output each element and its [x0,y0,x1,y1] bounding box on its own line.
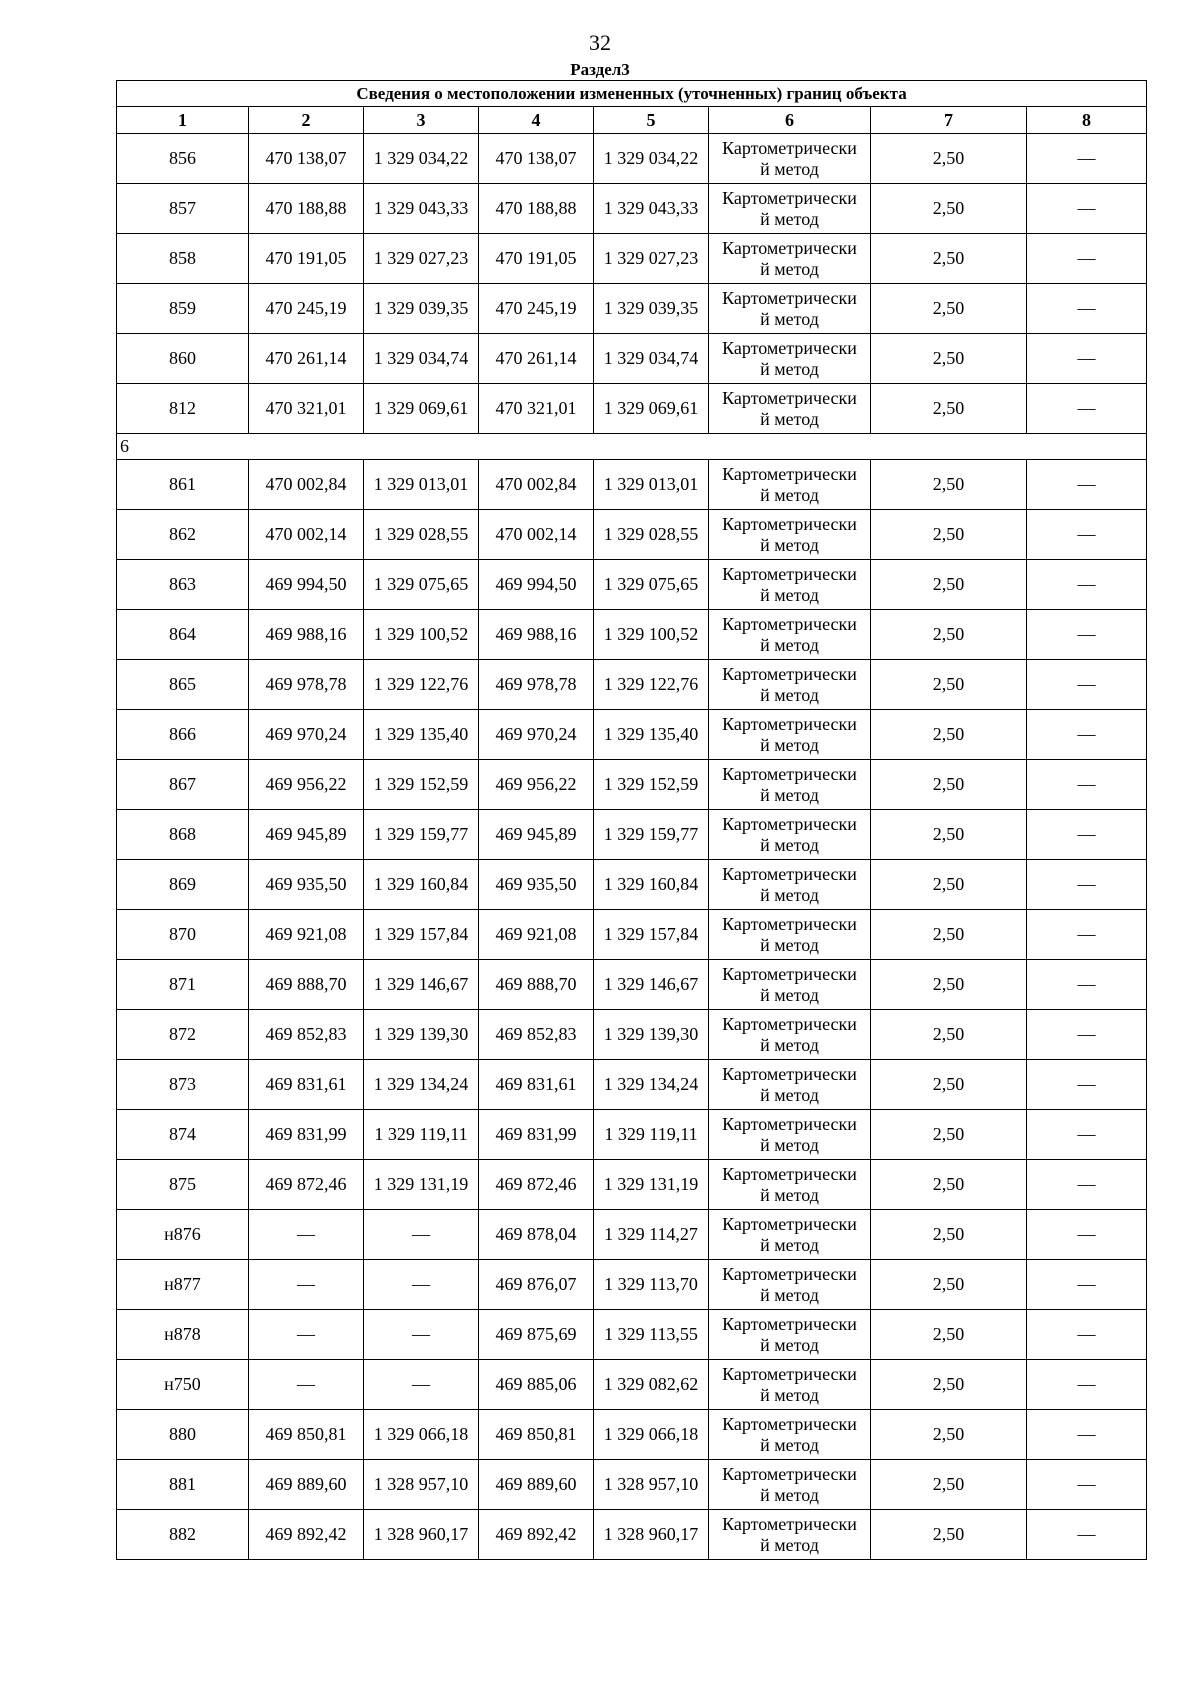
table-row [117,810,1147,860]
method-cell: Картометрически й метод [709,1310,871,1360]
table-cell: 1 329 043,33 [594,184,709,234]
table-cell: 1 329 160,84 [364,860,479,910]
table-cell: 470 245,19 [249,284,364,334]
table-cell: 1 329 122,76 [594,660,709,710]
method-cell: Картометрически й метод [709,760,871,810]
table-cell: 470 191,05 [249,234,364,284]
table-cell: 1 329 028,55 [364,510,479,560]
table-cell: 1 329 082,62 [594,1360,709,1410]
table-cell: 863 [117,560,249,610]
table-cell: 861 [117,460,249,510]
table-cell: 1 329 069,61 [364,384,479,434]
table-cell: 469 892,42 [479,1510,594,1560]
table-cell: 1 329 034,22 [594,134,709,184]
table-row [117,1310,1147,1360]
table-cell: 2,50 [871,184,1027,234]
table-cell: — [1027,1360,1147,1410]
table-cell: 469 889,60 [249,1460,364,1510]
table-cell: 875 [117,1160,249,1210]
table-cell: 868 [117,810,249,860]
table-cell: 469 945,89 [249,810,364,860]
table-cell: — [1027,960,1147,1010]
table-cell: 1 329 043,33 [364,184,479,234]
table-cell: 2,50 [871,384,1027,434]
method-cell: Картометрически й метод [709,1460,871,1510]
method-cell: Картометрически й метод [709,510,871,560]
table-cell: 469 956,22 [249,760,364,810]
table-cell: 1 329 159,77 [364,810,479,860]
table-cell: 1 329 034,74 [364,334,479,384]
table-cell: 1 329 028,55 [594,510,709,560]
table-cell: — [1027,860,1147,910]
table-cell: 2,50 [871,1110,1027,1160]
table-cell: 1 328 957,10 [594,1460,709,1510]
table-cell: 2,50 [871,234,1027,284]
table-cell: 469 956,22 [479,760,594,810]
table-cell: 469 889,60 [479,1460,594,1510]
table-cell: 469 970,24 [479,710,594,760]
table-cell: 469 994,50 [249,560,364,610]
table-cell: 1 328 960,17 [594,1510,709,1560]
table-row [117,460,1147,510]
table-cell: 469 852,83 [479,1010,594,1060]
table-cell: 470 002,84 [249,460,364,510]
table-cell: н876 [117,1210,249,1260]
method-cell: Картометрически й метод [709,1210,871,1260]
method-cell: Картометрически й метод [709,1110,871,1160]
column-number: 4 [479,107,594,134]
table-cell: 2,50 [871,1010,1027,1060]
table-cell: 470 002,14 [479,510,594,560]
table-row [117,860,1147,910]
table-row [117,510,1147,560]
table-cell: 1 329 039,35 [364,284,479,334]
table-row [117,1460,1147,1510]
table-cell: — [1027,760,1147,810]
table-cell: 2,50 [871,134,1027,184]
table-cell: 1 329 122,76 [364,660,479,710]
table-cell: 1 328 960,17 [364,1510,479,1560]
table-cell: — [1027,1160,1147,1210]
column-number: 5 [594,107,709,134]
method-cell: Картометрически й метод [709,810,871,860]
table-cell: 874 [117,1110,249,1160]
column-number-row [117,107,1147,134]
table-cell: 1 329 066,18 [364,1410,479,1460]
method-cell: Картометрически й метод [709,1510,871,1560]
table-cell: 2,50 [871,1460,1027,1510]
table-cell: — [1027,1460,1147,1510]
method-cell: Картометрически й метод [709,1010,871,1060]
table-cell: 1 329 113,70 [594,1260,709,1310]
method-cell: Картометрически й метод [709,960,871,1010]
table-cell: 469 888,70 [249,960,364,1010]
table-cell: 470 138,07 [249,134,364,184]
table-cell: 860 [117,334,249,384]
table-cell: 1 329 013,01 [364,460,479,510]
table-cell: — [1027,384,1147,434]
table-row [117,1510,1147,1560]
table-cell: — [1027,1060,1147,1110]
table-cell: — [1027,134,1147,184]
table-row [117,134,1147,184]
method-cell: Картометрически й метод [709,234,871,284]
table-title-row [117,81,1147,107]
table-cell: — [249,1310,364,1360]
table-cell: 1 329 034,74 [594,334,709,384]
table-cell: — [1027,234,1147,284]
table-cell: 470 002,84 [479,460,594,510]
table-cell: 1 329 100,52 [364,610,479,660]
table-cell: — [249,1210,364,1260]
table-cell: 1 329 013,01 [594,460,709,510]
table-cell: 469 945,89 [479,810,594,860]
table-cell: 2,50 [871,810,1027,860]
table-cell: 882 [117,1510,249,1560]
table-cell: 1 329 157,84 [364,910,479,960]
column-number: 6 [709,107,871,134]
table-cell: 469 885,06 [479,1360,594,1410]
table-cell: 1 329 146,67 [364,960,479,1010]
method-cell: Картометрически й метод [709,1360,871,1410]
table-cell: 469 872,46 [479,1160,594,1210]
table-cell: 1 329 134,24 [364,1060,479,1110]
column-number: 2 [249,107,364,134]
table-cell: 1 329 119,11 [364,1110,479,1160]
table-cell: 866 [117,710,249,760]
table-cell: 469 994,50 [479,560,594,610]
table-cell: 2,50 [871,560,1027,610]
table-cell: 2,50 [871,1260,1027,1310]
table-cell: — [1027,510,1147,560]
table-cell: 469 875,69 [479,1310,594,1360]
table-cell: 2,50 [871,960,1027,1010]
table-cell: 469 970,24 [249,710,364,760]
table-cell: 1 329 069,61 [594,384,709,434]
boundary-table [116,80,1147,1560]
table-cell: 870 [117,910,249,960]
table-cell: 857 [117,184,249,234]
table-cell: — [1027,560,1147,610]
table-cell: 1 329 114,27 [594,1210,709,1260]
table-cell: 1 329 157,84 [594,910,709,960]
table-cell: — [1027,460,1147,510]
table-cell: — [364,1310,479,1360]
table-cell: — [1027,910,1147,960]
method-cell: Картометрически й метод [709,610,871,660]
table-cell: 470 191,05 [479,234,594,284]
table-cell: 1 329 135,40 [364,710,479,760]
table-row [117,184,1147,234]
table-cell: 862 [117,510,249,560]
page-number: 32 [589,30,611,55]
table-row [117,284,1147,334]
table-cell: 469 888,70 [479,960,594,1010]
table-cell: 2,50 [871,1360,1027,1410]
table-cell: — [1027,1260,1147,1310]
table-cell: 2,50 [871,860,1027,910]
table-cell: 1 329 075,65 [364,560,479,610]
table-cell: 859 [117,284,249,334]
table-cell: — [1027,184,1147,234]
table-cell: 1 329 027,23 [364,234,479,284]
table-cell: 469 850,81 [479,1410,594,1460]
table-cell: 470 261,14 [479,334,594,384]
table-cell: 2,50 [871,610,1027,660]
table-cell: 1 329 100,52 [594,610,709,660]
table-cell: 469 988,16 [249,610,364,660]
table-cell: 1 329 131,19 [594,1160,709,1210]
table-cell: 469 831,61 [479,1060,594,1110]
table-cell: 469 850,81 [249,1410,364,1460]
table-cell: — [1027,334,1147,384]
table-cell: 872 [117,1010,249,1060]
table-cell: н878 [117,1310,249,1360]
table-row [117,560,1147,610]
table-cell: 470 321,01 [249,384,364,434]
table-cell: 1 329 152,59 [594,760,709,810]
table-cell: 1 329 113,55 [594,1310,709,1360]
method-cell: Картометрически й метод [709,384,871,434]
table-cell: — [1027,1310,1147,1360]
table-cell: 2,50 [871,1160,1027,1210]
table-cell: 1 329 131,19 [364,1160,479,1210]
section-label: Раздел3 [570,60,630,79]
table-cell: 470 245,19 [479,284,594,334]
table-cell: 469 831,99 [249,1110,364,1160]
table-title: Сведения о местоположении измененных (уточненных) границ объекта [117,81,1147,107]
table-cell: — [1027,1510,1147,1560]
table-cell: — [364,1360,479,1410]
table-cell: 469 878,04 [479,1210,594,1260]
table-cell: 2,50 [871,660,1027,710]
table-cell: 470 261,14 [249,334,364,384]
method-cell: Картометрически й метод [709,660,871,710]
table-cell: 1 329 139,30 [364,1010,479,1060]
table-cell: — [1027,1410,1147,1460]
table-cell: 2,50 [871,1060,1027,1110]
table-cell: 880 [117,1410,249,1460]
table-cell: 1 329 027,23 [594,234,709,284]
table-row [117,1160,1147,1210]
table-cell: 1 328 957,10 [364,1460,479,1510]
table-cell: 469 876,07 [479,1260,594,1310]
table-cell: — [1027,1010,1147,1060]
table-row [117,1260,1147,1310]
table-cell: 864 [117,610,249,660]
method-cell: Картометрически й метод [709,860,871,910]
table-cell: 2,50 [871,510,1027,560]
table-cell: 469 935,50 [479,860,594,910]
table-row [117,960,1147,1010]
method-cell: Картометрически й метод [709,284,871,334]
table-body [117,134,1147,1560]
table-cell: — [364,1210,479,1260]
table-cell: 1 329 152,59 [364,760,479,810]
table-row [117,384,1147,434]
table-cell: 469 831,99 [479,1110,594,1160]
table-cell: 469 921,08 [249,910,364,960]
table-cell: 1 329 119,11 [594,1110,709,1160]
table-cell: 867 [117,760,249,810]
table-cell: 812 [117,384,249,434]
table-cell: 1 329 135,40 [594,710,709,760]
table-cell: 881 [117,1460,249,1510]
method-cell: Картометрически й метод [709,460,871,510]
table-row [117,760,1147,810]
table-cell: — [1027,660,1147,710]
table-row [117,610,1147,660]
table-cell: 856 [117,134,249,184]
column-number: 7 [871,107,1027,134]
table-row [117,234,1147,284]
table-cell: 470 188,88 [249,184,364,234]
table-cell: — [1027,610,1147,660]
table-cell: — [364,1260,479,1310]
table-cell: 2,50 [871,1210,1027,1260]
table-cell: 1 329 134,24 [594,1060,709,1110]
table-row [117,1010,1147,1060]
table-cell: 2,50 [871,1310,1027,1360]
table-cell: н750 [117,1360,249,1410]
table-cell: 2,50 [871,284,1027,334]
table-cell: 469 852,83 [249,1010,364,1060]
table-cell: — [249,1360,364,1410]
table-cell: 1 329 034,22 [364,134,479,184]
table-cell: 2,50 [871,1510,1027,1560]
table-cell: 469 988,16 [479,610,594,660]
table-row [117,1110,1147,1160]
method-cell: Картометрически й метод [709,1410,871,1460]
table-row [117,334,1147,384]
table-cell: 469 921,08 [479,910,594,960]
method-cell: Картометрически й метод [709,334,871,384]
table-row [117,710,1147,760]
table-cell: 469 892,42 [249,1510,364,1560]
table-cell: 469 872,46 [249,1160,364,1210]
table-cell: — [1027,1210,1147,1260]
table-cell: — [1027,810,1147,860]
table-cell: 2,50 [871,710,1027,760]
table-cell: 469 935,50 [249,860,364,910]
table-cell: 469 831,61 [249,1060,364,1110]
table-cell: 858 [117,234,249,284]
table-row [117,1410,1147,1460]
table-cell: 470 138,07 [479,134,594,184]
table-row [117,1210,1147,1260]
table-cell: 873 [117,1060,249,1110]
group-label: 6 [117,434,1147,460]
table-row [117,660,1147,710]
table-cell: 871 [117,960,249,1010]
table-cell: 470 321,01 [479,384,594,434]
table-cell: 1 329 075,65 [594,560,709,610]
table-cell: 2,50 [871,334,1027,384]
method-cell: Картометрически й метод [709,1260,871,1310]
table-cell: — [1027,710,1147,760]
table-cell: 1 329 139,30 [594,1010,709,1060]
method-cell: Картометрически й метод [709,134,871,184]
table-cell: 2,50 [871,1410,1027,1460]
table-cell: н877 [117,1260,249,1310]
table-row [117,910,1147,960]
table-cell: 2,50 [871,460,1027,510]
table-cell: 2,50 [871,760,1027,810]
method-cell: Картометрически й метод [709,910,871,960]
table-cell: 469 978,78 [249,660,364,710]
table-cell: — [1027,284,1147,334]
table-row [117,1060,1147,1110]
table-row [117,1360,1147,1410]
column-number: 8 [1027,107,1147,134]
table-cell: — [249,1260,364,1310]
table-cell: 1 329 146,67 [594,960,709,1010]
table-cell: 1 329 039,35 [594,284,709,334]
table-cell: 865 [117,660,249,710]
table-cell: 470 188,88 [479,184,594,234]
column-number: 1 [117,107,249,134]
column-number: 3 [364,107,479,134]
table-group-row [117,434,1147,460]
method-cell: Картометрически й метод [709,710,871,760]
method-cell: Картометрически й метод [709,560,871,610]
table-cell: — [1027,1110,1147,1160]
method-cell: Картометрически й метод [709,184,871,234]
table-cell: 1 329 066,18 [594,1410,709,1460]
table-cell: 470 002,14 [249,510,364,560]
table-cell: 1 329 160,84 [594,860,709,910]
table-cell: 469 978,78 [479,660,594,710]
table-cell: 1 329 159,77 [594,810,709,860]
table-cell: 2,50 [871,910,1027,960]
method-cell: Картометрически й метод [709,1060,871,1110]
method-cell: Картометрически й метод [709,1160,871,1210]
table-cell: 869 [117,860,249,910]
